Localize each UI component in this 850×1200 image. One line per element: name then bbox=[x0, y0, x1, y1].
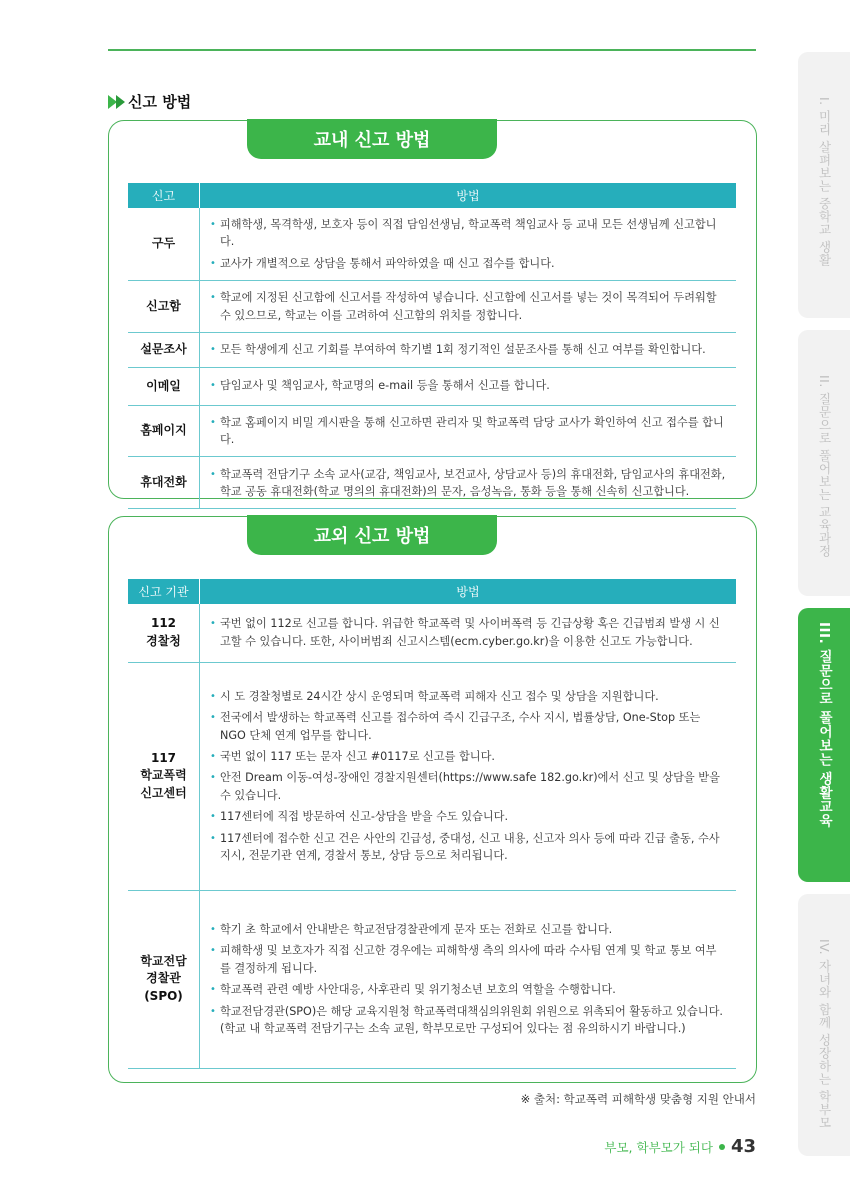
bullet-item bbox=[210, 412, 726, 451]
row-key-line: 신고센터 bbox=[140, 785, 187, 800]
table-row bbox=[128, 890, 736, 1068]
table-row bbox=[128, 604, 736, 662]
section-title: 신고 방법 bbox=[128, 93, 192, 111]
bullet-text: 학교전담경관(SPO)은 해당 교육지원청 학교폭력대책심의위원회 위원으로 위촉되어 활동하고 있습니다. (학교 내 학교폭력 전담기구는 소속 교원, 학부모로만 구성되어 있다는 점 유의하시기 바랍니다.) bbox=[220, 1004, 723, 1035]
row-key bbox=[128, 604, 200, 662]
bullet-text: 학교폭력 전담기구 소속 교사(교감, 책임교사, 보건교사, 상담교사 등)의 휴대전화, 담임교사의 휴대전화, 학교 공동 휴대전화(학교 명의의 휴대전화)의 문자, 음성녹음, 통화 등을 통해 신속히 신고합니다. bbox=[220, 467, 726, 498]
row-method bbox=[200, 604, 737, 662]
bullet-item bbox=[210, 214, 726, 253]
bullet-icon: • bbox=[210, 984, 216, 995]
table-row bbox=[128, 281, 736, 333]
bullet-item bbox=[210, 767, 726, 806]
table-row bbox=[128, 367, 736, 405]
bullet-item bbox=[210, 979, 726, 1001]
double-chevron-icon bbox=[108, 95, 124, 109]
table-row bbox=[128, 662, 736, 890]
row-key-line: 경찰청 bbox=[146, 633, 181, 648]
bullet-text: 국번 없이 112로 신고를 합니다. 위급한 학교폭력 및 사이버폭력 등 긴급상황 혹은 긴급범죄 발생 시 신고할 수 있습니다. 또한, 사이버범죄 신고시스템(ecm.cyber.go.kr)을 이용한 신고도 가능합니다. bbox=[220, 617, 720, 648]
side-tab-2[interactable] bbox=[798, 330, 850, 596]
bullet-icon: • bbox=[210, 712, 216, 724]
bullet-icon: • bbox=[210, 811, 216, 823]
row-key: 이메일 bbox=[128, 367, 200, 405]
table-header-method: 방법 bbox=[200, 579, 737, 604]
row-method bbox=[200, 367, 737, 405]
bullet-text: 117센터에 직접 방문하여 신고-상담을 받을 수도 있습니다. bbox=[220, 810, 509, 824]
row-key: 휴대전화 bbox=[128, 457, 200, 509]
page-footer bbox=[604, 1136, 756, 1157]
side-tab-label: II. 질문으로 풀어보는 교육과정 bbox=[817, 375, 832, 558]
footer-dot-icon bbox=[719, 1144, 725, 1150]
bullet-item bbox=[210, 1001, 726, 1040]
bullet-text: 피해학생 및 보호자가 직접 신고한 경우에는 피해학생 측의 의사에 따라 수사팀 연계 및 학교 통보 여부를 결정하게 됩니다. bbox=[220, 944, 717, 975]
bullet-icon: • bbox=[210, 416, 216, 428]
top-rule bbox=[108, 49, 756, 51]
bullet-item bbox=[210, 707, 726, 746]
row-key: 구두 bbox=[128, 208, 200, 281]
bullet-text: 학기 초 학교에서 안내받은 학교전담경찰관에게 문자 또는 전화로 신고를 합니다. bbox=[220, 922, 613, 936]
row-key-line: 학교폭력 bbox=[140, 768, 187, 783]
row-method bbox=[200, 281, 737, 333]
bullet-text: 학교폭력 관련 예방 사안대응, 사후관리 및 위기청소년 보호의 역할을 수행합니다. bbox=[220, 983, 616, 996]
bullet-icon: • bbox=[210, 690, 216, 702]
bullet-text: 학교에 지정된 신고함에 신고서를 작성하여 넣습니다. 신고함에 신고서를 넣는 것이 목격되어 두려워할 수 있으므로, 학교는 이를 고려하여 신고함의 위치를 정합니다. bbox=[220, 291, 717, 322]
row-method bbox=[200, 333, 737, 368]
bullet-icon: • bbox=[210, 344, 216, 356]
school-report-table bbox=[128, 183, 736, 509]
bullet-icon: • bbox=[210, 468, 216, 480]
bullet-item bbox=[210, 287, 726, 326]
source-note: ※ 출처: 학교폭력 피해학생 맞춤형 지원 안내서 bbox=[520, 1092, 756, 1106]
external-report-table bbox=[128, 579, 736, 1069]
side-tab-1[interactable] bbox=[798, 52, 850, 318]
row-method bbox=[200, 662, 737, 890]
bullet-text: 안전 Dream 이동-여성-장애인 경찰지원센터(https://www.safe 182.go.kr)에서 신고 및 상담을 받을 수 있습니다. bbox=[220, 771, 720, 802]
bullet-text: 국번 없이 117 또는 문자 신고 #0117로 신고를 합니다. bbox=[220, 749, 495, 763]
bullet-text: 학교 홈페이지 비밀 게시판을 통해 신고하면 관리자 및 학교폭력 담당 교사가 확인하여 신고 접수를 합니다. bbox=[220, 415, 724, 447]
row-key: 설문조사 bbox=[128, 333, 200, 368]
table-row bbox=[128, 208, 736, 281]
row-key-line: 117 bbox=[150, 750, 177, 765]
side-tab-4[interactable] bbox=[798, 894, 850, 1156]
bullet-item bbox=[210, 919, 726, 941]
table-row bbox=[128, 405, 736, 457]
bullet-item bbox=[210, 613, 726, 652]
side-tab-label: IV. 자녀와 함께 성장하는 학부모 bbox=[817, 939, 832, 1129]
side-tab-3[interactable] bbox=[798, 608, 850, 882]
bullet-text: 모든 학생에게 신고 기회를 부여하여 학기별 1회 정기적인 설문조사를 통해 신고 여부를 확인합니다. bbox=[220, 343, 706, 357]
bullet-text: 피해학생, 목격학생, 보호자 등이 직접 담임선생님, 학교폭력 책임교사 등 교내 모든 선생님께 신고합니다. bbox=[220, 218, 717, 249]
bullet-item bbox=[210, 339, 726, 361]
table-row bbox=[128, 457, 736, 509]
bullet-icon: • bbox=[210, 380, 216, 392]
side-tab-label: I. 미리 살펴보는 중학교 생활 bbox=[817, 97, 832, 267]
bullet-text: 117센터에 접수한 신고 건은 사안의 긴급성, 중대성, 신고 내용, 신고자 의사 등에 따라 긴급 출동, 수사 지시, 전문기관 연계, 경찰서 통보, 상담 등으로 처리됩니다. bbox=[220, 831, 720, 862]
bullet-item bbox=[210, 828, 726, 867]
bullet-icon: • bbox=[210, 772, 216, 784]
school-report-title: 교내 신고 방법 bbox=[247, 119, 497, 159]
footer-title: 부모, 학부모가 되다 bbox=[604, 1139, 713, 1155]
school-report-box bbox=[108, 120, 757, 499]
bullet-icon: • bbox=[210, 1005, 216, 1017]
bullet-icon: • bbox=[210, 945, 216, 957]
row-key bbox=[128, 662, 200, 890]
bullet-item bbox=[210, 940, 726, 979]
row-key bbox=[128, 890, 200, 1068]
side-tab-label: III. 질문으로 풀어보는 생활교육 bbox=[816, 622, 832, 828]
row-key-line: 경찰관 bbox=[146, 971, 181, 986]
bullet-item bbox=[210, 806, 726, 828]
row-method bbox=[200, 890, 737, 1068]
row-key: 홈페이지 bbox=[128, 405, 200, 457]
page-number: 43 bbox=[730, 1136, 756, 1157]
bullet-icon: • bbox=[210, 923, 216, 935]
bullet-text: 전국에서 발생하는 학교폭력 신고를 접수하여 즉시 긴급구조, 수사 지시, 법률상담, One-Stop 또는 NGO 단체 연계 업무를 합니다. bbox=[220, 711, 701, 742]
bullet-item bbox=[210, 253, 726, 275]
table-header-method: 방법 bbox=[200, 183, 737, 208]
row-key-line: 학교전담 bbox=[140, 953, 187, 968]
row-method bbox=[200, 208, 737, 281]
row-method bbox=[200, 457, 737, 509]
bullet-text: 시 도 경찰청별로 24시간 상시 운영되며 학교폭력 피해자 신고 접수 및 상담을 지원합니다. bbox=[220, 689, 659, 703]
bullet-icon: • bbox=[210, 292, 216, 304]
bullet-text: 담임교사 및 책임교사, 학교명의 e-mail 등을 통해서 신고를 합니다. bbox=[220, 379, 550, 393]
table-row bbox=[128, 333, 736, 368]
table-header-agency: 신고 기관 bbox=[128, 579, 200, 604]
row-key-line: 112 bbox=[150, 616, 177, 631]
bullet-icon: • bbox=[210, 618, 216, 630]
bullet-icon: • bbox=[210, 750, 216, 762]
bullet-icon: • bbox=[210, 832, 216, 844]
bullet-icon: • bbox=[210, 219, 216, 230]
bullet-text: 교사가 개별적으로 상담을 통해서 파악하였을 때 신고 접수를 합니다. bbox=[220, 256, 555, 270]
row-method bbox=[200, 405, 737, 457]
bullet-item bbox=[210, 746, 726, 768]
bullet-item bbox=[210, 686, 726, 708]
external-report-title: 교외 신고 방법 bbox=[247, 515, 497, 555]
row-key-line: (SPO) bbox=[144, 988, 183, 1003]
bullet-item bbox=[210, 464, 726, 503]
bullet-icon: • bbox=[210, 257, 216, 269]
external-report-box bbox=[108, 516, 757, 1083]
row-key: 신고함 bbox=[128, 281, 200, 333]
table-header-report: 신고 bbox=[128, 183, 200, 208]
section-header bbox=[108, 91, 191, 112]
bullet-item bbox=[210, 375, 726, 397]
